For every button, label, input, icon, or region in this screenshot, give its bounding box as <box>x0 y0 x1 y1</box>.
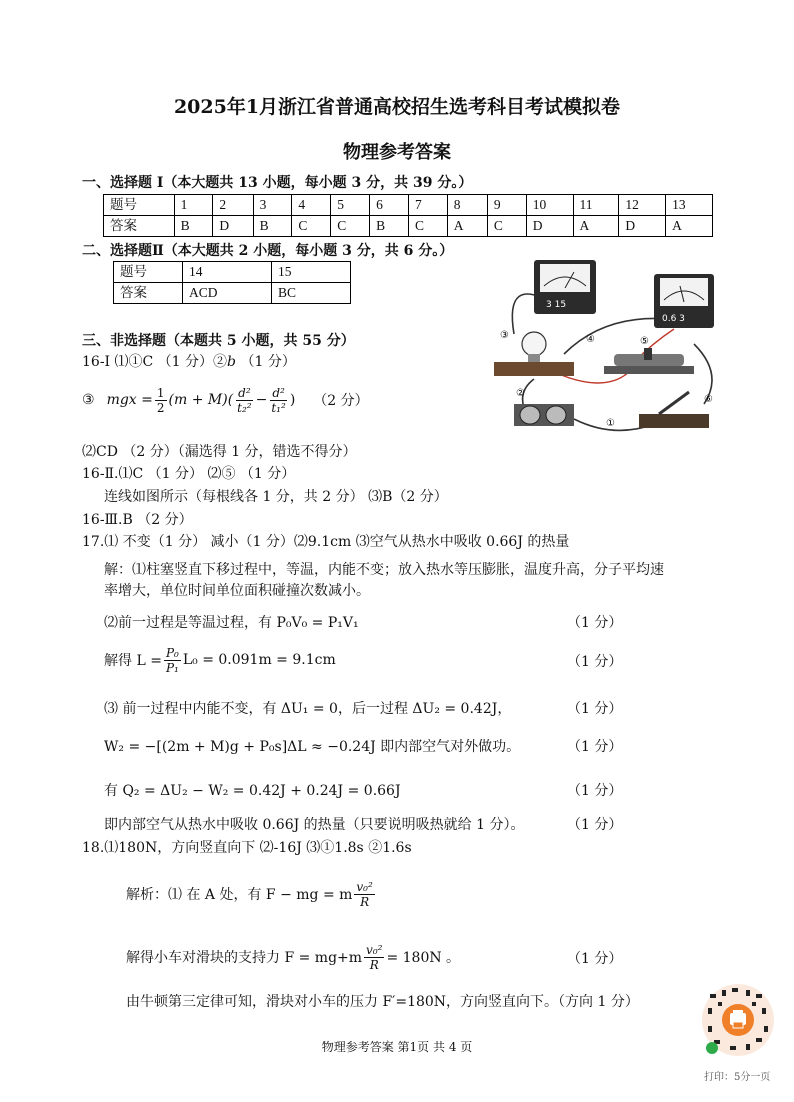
q17-p6: 有 Q₂ = ΔU₂ − W₂ = 0.42J + 0.24J = 0.66J <box>104 783 401 799</box>
score: （1 分） <box>567 951 623 967</box>
fraction: $\frac{\text{v₀²}}{R}$ <box>366 942 383 972</box>
page-footer: 物理参考答案 第1页 共 4 页 <box>321 1040 473 1054</box>
fraction: $\frac{1}{2}$ <box>156 385 165 415</box>
switch-icon <box>639 392 709 428</box>
meter2-label: 0.6 3 <box>662 314 685 324</box>
wire-number: ④ <box>586 334 595 345</box>
score: （1 分） <box>567 783 623 799</box>
wire-number: ⑥ <box>704 394 713 405</box>
q16-line6: 16-Ⅲ.B （2 分） <box>82 512 193 528</box>
q18-line1: 18.⑴180N，方向竖直向下 ⑵-16J ⑶①1.8s ②1.6s <box>82 840 412 856</box>
q16-line3: ⑵CD （2 分）（漏选得 1 分，错选不得分） <box>82 444 357 460</box>
row-label: 题号 <box>104 195 175 216</box>
q17-p4: ⑶ 前一过程中内能不变，有 ΔU₁ = 0，后一过程 ΔU₂ = 0.42J， <box>104 701 512 717</box>
row-label: 题号 <box>114 262 183 283</box>
score: （1 分） <box>567 817 623 833</box>
section2-heading: 二、选择题Ⅱ（本大题共 2 小题，每小题 3 分，共 6 分。） <box>82 243 454 259</box>
section1-heading: 一、选择题 Ⅰ（本大题共 13 小题，每小题 3 分，共 39 分。） <box>82 175 473 191</box>
q17-p3: 解得 L = $\frac{\text{P₀}}{\text{P₁}}$ L₀ = 0.091m = 9.1cm <box>104 645 336 675</box>
q16-line4: 16-Ⅱ.⑴C （1 分） ⑵⑤ （1 分） <box>82 466 296 482</box>
wire-number: ① <box>606 418 615 429</box>
circuit-diagram <box>494 254 729 440</box>
row-label: 答案 <box>104 216 175 237</box>
table-row: 答案 ACD BC <box>114 283 351 304</box>
score: （1 分） <box>567 701 623 717</box>
battery-icon <box>514 404 574 426</box>
print-note: 打印：5分一页 <box>704 1072 771 1083</box>
voltmeter-icon <box>534 260 596 314</box>
ammeter-icon <box>654 274 714 328</box>
table-row: 答案 B D B C C B C A C D A D A <box>104 216 713 237</box>
q17-p2: ⑵前一过程是等温过程，有 P₀V₀ = P₁V₁ <box>104 615 359 631</box>
section2-answer-table <box>113 261 351 304</box>
score: （1 分） <box>567 615 623 631</box>
table-row: 题号 14 15 <box>114 262 351 283</box>
q18-p1: 解析：⑴ 在 A 处，有 F − mg = m $\frac{\text{v₀²}}{R}$ <box>126 879 373 909</box>
rheostat-icon <box>604 348 694 374</box>
table-row: 题号 1 2 3 4 5 6 7 8 9 10 11 12 13 <box>104 195 713 216</box>
q17-jie1: 解：⑴柱塞竖直下移过程中，等温，内能不变；放入热水等压膨胀，温度升高，分子平均速 <box>104 562 664 578</box>
doc-title: 2025年1月浙江省普通高校招生选考科目考试模拟卷 <box>173 96 621 118</box>
fraction: $\frac{\text{v₀²}}{R}$ <box>356 879 373 909</box>
row-label: 答案 <box>114 283 183 304</box>
q17-jie2: 率增大，单位时间单位面积碰撞次数减小。 <box>104 583 370 599</box>
fraction: $\frac{\text{P₀}}{\text{P₁}}$ <box>165 645 179 675</box>
wire-number: ③ <box>500 330 509 341</box>
score: （1 分） <box>567 739 623 755</box>
q17-p7: 即内部空气从热水中吸收 0.66J 的热量（只要说明吸热就给 1 分）。 <box>104 817 525 833</box>
section1-answer-table <box>103 194 713 237</box>
q17-line1: 17.⑴ 不变（1 分） 减小（1 分）⑵9.1cm ⑶空气从热水中吸收 0.66J 的热量 <box>82 534 570 550</box>
doc-subtitle: 物理参考答案 <box>343 142 451 163</box>
q16-line5: 连线如图所示（每根线各 1 分，共 2 分） ⑶B（2 分） <box>104 489 448 505</box>
q17-p5: W₂ = −[(2m + M)g + P₀s]ΔL ≈ −0.24J 即内部空气对外做功。 <box>104 739 521 755</box>
fraction: $\frac{\text{d²}}{\text{t₁²}}$ <box>271 385 286 415</box>
wire-number: ② <box>516 388 525 399</box>
q16-formula: ③ mgx = $\frac{1}{2}$ (m + M)( $\frac{\text{d²}}{\text{t₂²}}$ − $\frac{\text{d²}}{\text{t₁²}}$ ) （2 分） <box>82 385 369 415</box>
wire-4 <box>564 318 669 354</box>
wire-number: ⑤ <box>640 336 649 347</box>
q18-p3: 由牛顿第三定律可知，滑块对小车的压力 F′=180N，方向竖直向下。（方向 1 分） <box>126 994 639 1010</box>
q18-p2: 解得小车对滑块的支持力 F = mg+m $\frac{\text{v₀²}}{R}$ = 180N 。 <box>126 942 461 972</box>
meter1-label: 3 15 <box>546 300 567 310</box>
score: （1 分） <box>567 654 623 670</box>
q16-line1: 16-Ⅰ ⑴①C （1 分）②b （1 分） <box>82 354 296 370</box>
fraction: $\frac{\text{d²}}{\text{t₂²}}$ <box>237 385 252 415</box>
section3-heading: 三、非选择题（本题共 5 小题，共 55 分） <box>82 333 355 349</box>
